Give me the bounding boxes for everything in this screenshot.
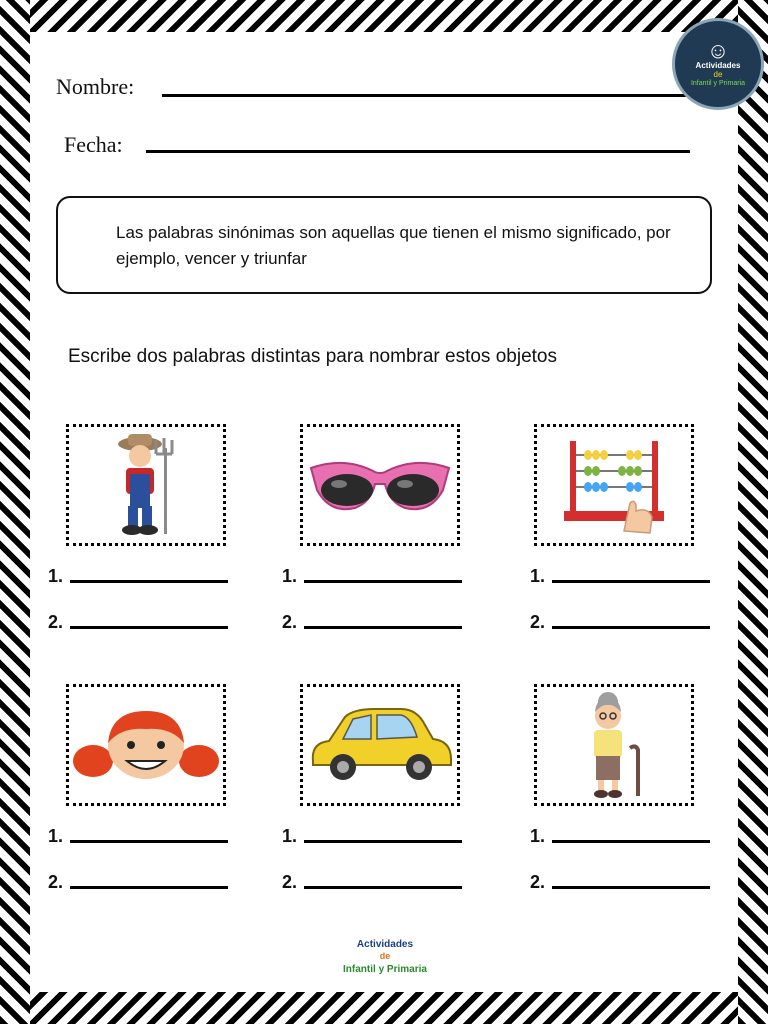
decorative-border-right — [738, 0, 768, 1024]
answer-number: 2. — [48, 612, 64, 632]
write-line — [304, 886, 462, 889]
footer-logo-line3: Infantil y Primaria — [343, 963, 427, 975]
picture-frame — [300, 424, 460, 546]
answer-number: 1. — [530, 566, 546, 586]
publisher-badge-logo — [672, 18, 764, 110]
answer-number: 1. — [282, 566, 298, 586]
write-line — [70, 580, 228, 583]
picture-frame — [300, 684, 460, 806]
picture-frame — [66, 424, 226, 546]
badge-line2: de — [713, 70, 723, 80]
write-line — [552, 886, 710, 889]
decorative-border-bottom — [0, 992, 768, 1024]
answer-number: 2. — [48, 872, 64, 892]
answer-number: 2. — [530, 612, 546, 632]
definition-text: Las palabras sinónimas son aquellas que tienen el mismo significado, por ejemplo, vencer y triunfar — [116, 223, 671, 268]
answer-number: 2. — [282, 612, 298, 632]
nombre-write-line[interactable] — [162, 94, 690, 97]
write-line — [70, 626, 228, 629]
answer-number: 1. — [282, 826, 298, 846]
girl-face-icon — [71, 705, 221, 785]
farmer-icon — [106, 430, 186, 540]
answer-number: 2. — [282, 872, 298, 892]
write-line — [304, 580, 462, 583]
write-line — [304, 626, 462, 629]
badge-line1: Actividades — [695, 61, 741, 71]
decorative-border-left — [0, 0, 30, 1024]
write-line — [552, 580, 710, 583]
footer-logo-line1: Actividades — [356, 939, 414, 950]
write-line — [552, 626, 710, 629]
decorative-border-top — [0, 0, 768, 32]
nombre-label: Nombre: — [56, 74, 135, 99]
answer-number: 1. — [48, 566, 64, 586]
footer-logo-line2: de — [379, 951, 391, 961]
picture-frame — [534, 424, 694, 546]
child-mascot-icon: ☺ — [706, 38, 730, 64]
write-line — [304, 840, 462, 843]
answer-number: 1. — [530, 826, 546, 846]
write-line — [70, 840, 228, 843]
abacus-icon — [564, 435, 664, 535]
definition-box — [56, 196, 712, 294]
answer-number: 2. — [530, 872, 546, 892]
grandmother-icon — [574, 690, 654, 800]
footer-publisher-logo — [330, 938, 440, 978]
sunglasses-icon — [305, 450, 455, 520]
write-line — [552, 840, 710, 843]
car-icon — [305, 705, 455, 785]
answer-number: 1. — [48, 826, 64, 846]
fecha-write-line[interactable] — [146, 150, 690, 153]
picture-frame — [534, 684, 694, 806]
fecha-label: Fecha: — [64, 132, 123, 157]
write-line — [70, 886, 228, 889]
instruction-text: Escribe dos palabras distintas para nombrar estos objetos — [68, 346, 557, 367]
badge-line3: Infantil y Primaria — [690, 79, 746, 87]
picture-frame — [66, 684, 226, 806]
